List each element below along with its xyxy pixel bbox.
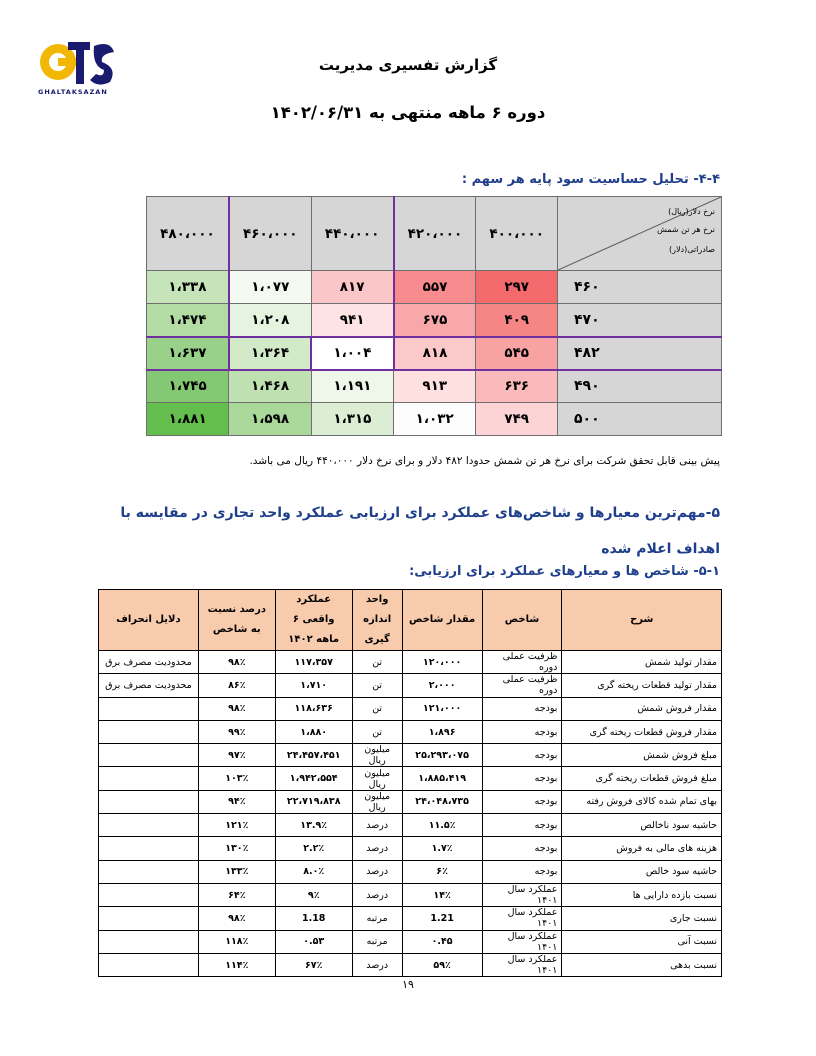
cell-value: ۱،۸۹۶ — [402, 720, 482, 743]
cell-reason: محدودیت مصرف برق — [99, 651, 199, 674]
cell-pct: ۱۰۳٪ — [198, 767, 275, 790]
performance-body — [99, 651, 722, 977]
cell-pct: ۱۲۱٪ — [198, 814, 275, 837]
cell-value: ۰.۴۵ — [402, 930, 482, 953]
sensitivity-corner-cell — [558, 197, 722, 271]
table-row — [99, 907, 722, 930]
cell-pct: ۹۴٪ — [198, 790, 275, 813]
cell-index: عملکرد سال ۱۴۰۱ — [482, 930, 562, 953]
cell-index: بودجه — [482, 837, 562, 860]
cell-unit: میلیون ریال — [352, 767, 402, 790]
cell-actual: ۲۴،۴۵۷،۴۵۱ — [275, 744, 352, 767]
sensitivity-cell: ۵۴۵ — [476, 337, 558, 370]
cell-pct: ۸۶٪ — [198, 674, 275, 697]
cell-actual: 1.18 — [275, 907, 352, 930]
cell-unit: درصد — [352, 953, 402, 976]
cell-desc: مقدار تولید شمش — [562, 651, 722, 674]
sensitivity-row — [147, 337, 722, 370]
table-row — [99, 814, 722, 837]
cell-index: عملکرد سال ۱۴۰۱ — [482, 883, 562, 906]
cell-desc: مقدار فروش قطعات ریخته گری — [562, 720, 722, 743]
cell-unit: مرتبه — [352, 907, 402, 930]
sensitivity-note: پیش بینی قابل تحقق شرکت برای نرخ هر تن شمش حدودا ۴۸۲ دلار و برای نرخ دلار ۴۴۰،۰۰۰ ریال می باشد. — [249, 455, 720, 467]
sensitivity-cell: ۷۴۹ — [476, 403, 558, 436]
cell-unit: درصد — [352, 883, 402, 906]
sensitivity-heading: ۴-۴- تحلیل حساسیت سود پایه هر سهم : — [461, 172, 720, 187]
col-header-value: مقدار شاخص — [402, 590, 482, 651]
cell-pct: ۹۸٪ — [198, 651, 275, 674]
table-row — [99, 744, 722, 767]
cell-value: 1.21 — [402, 907, 482, 930]
cell-actual: ۸.۰٪ — [275, 860, 352, 883]
table-row — [99, 697, 722, 720]
table-row — [99, 651, 722, 674]
table-row — [99, 837, 722, 860]
sensitivity-table — [146, 196, 722, 436]
cell-actual: ۱۱۸،۶۳۶ — [275, 697, 352, 720]
sensitivity-cell: ۸۱۸ — [394, 337, 476, 370]
table-row — [99, 790, 722, 813]
cell-desc: حاشیه سود خالص — [562, 860, 722, 883]
cell-reason — [99, 744, 199, 767]
cell-unit: تن — [352, 651, 402, 674]
cell-value: ۲۵،۲۹۳،۰۷۵ — [402, 744, 482, 767]
sensitivity-cell: ۶۷۵ — [394, 304, 476, 337]
section5-subheading: ۵-۱- شاخص ها و معیارهای عملکرد برای ارزیابی: — [409, 564, 720, 579]
page-number: ۱۹ — [402, 978, 414, 991]
cell-value: ۱۲۰،۰۰۰ — [402, 651, 482, 674]
sensitivity-cell: ۸۱۷ — [311, 271, 393, 304]
col-header-pct: درصد نسبت به شاخص — [198, 590, 275, 651]
cell-desc: بهای تمام شده کالای فروش رفته — [562, 790, 722, 813]
cell-index: بودجه — [482, 790, 562, 813]
col-header-unit: واحد اندازه گیری — [352, 590, 402, 651]
sensitivity-cell: ۱،۰۰۴ — [311, 337, 393, 370]
col-header-index: شاخص — [482, 590, 562, 651]
cell-unit: تن — [352, 697, 402, 720]
sensitivity-cell: ۴۰۹ — [476, 304, 558, 337]
corner-label-export: صادراتی(دلار) — [668, 245, 715, 254]
sensitivity-col-header: ۴۶۰،۰۰۰ — [229, 197, 311, 271]
sensitivity-cell: ۱،۴۷۴ — [147, 304, 229, 337]
sensitivity-cell: ۱،۶۳۷ — [147, 337, 229, 370]
sensitivity-cell: ۱،۵۹۸ — [229, 403, 311, 436]
report-title: گزارش تفسیری مدیریت — [318, 56, 498, 74]
cell-value: ۱۴٪ — [402, 883, 482, 906]
sensitivity-cell: ۱،۳۶۴ — [229, 337, 311, 370]
cell-pct: ۱۳۰٪ — [198, 837, 275, 860]
cell-index: عملکرد سال ۱۴۰۱ — [482, 953, 562, 976]
cell-actual: ۰.۵۳ — [275, 930, 352, 953]
cell-unit: میلیون ریال — [352, 790, 402, 813]
sensitivity-cell: ۱،۸۸۱ — [147, 403, 229, 436]
cell-unit: میلیون ریال — [352, 744, 402, 767]
sensitivity-cell: ۱،۰۳۲ — [394, 403, 476, 436]
cell-actual: ۱،۹۴۲،۵۵۴ — [275, 767, 352, 790]
sensitivity-cell: ۱،۰۷۷ — [229, 271, 311, 304]
sensitivity-col-header: ۴۰۰،۰۰۰ — [476, 197, 558, 271]
sensitivity-cell: ۵۵۷ — [394, 271, 476, 304]
cell-pct: ۱۱۸٪ — [198, 930, 275, 953]
cell-reason — [99, 860, 199, 883]
cell-unit: درصد — [352, 860, 402, 883]
cell-index: بودجه — [482, 744, 562, 767]
sensitivity-cell: ۹۴۱ — [311, 304, 393, 337]
performance-table — [98, 589, 722, 977]
cell-actual: ۱،۸۸۰ — [275, 720, 352, 743]
sensitivity-row — [147, 304, 722, 337]
cell-pct: ۹۹٪ — [198, 720, 275, 743]
sensitivity-row-header: ۵۰۰ — [558, 403, 722, 436]
sensitivity-cell: ۶۳۶ — [476, 370, 558, 403]
cell-unit: تن — [352, 674, 402, 697]
cell-value: ۱۱.۵٪ — [402, 814, 482, 837]
cell-reason — [99, 930, 199, 953]
table-row — [99, 860, 722, 883]
cell-actual: ۱۳.۹٪ — [275, 814, 352, 837]
cell-desc: نسبت جاری — [562, 907, 722, 930]
sensitivity-cell: ۱،۴۶۸ — [229, 370, 311, 403]
cell-reason — [99, 720, 199, 743]
cell-reason — [99, 953, 199, 976]
corner-label-dollar: نرخ دلار(ریال) — [668, 207, 715, 216]
cell-pct: ۹۸٪ — [198, 697, 275, 720]
sensitivity-col-header: ۴۸۰،۰۰۰ — [147, 197, 229, 271]
cell-unit: درصد — [352, 814, 402, 837]
cell-index: بودجه — [482, 767, 562, 790]
cell-value: ۱۲۱،۰۰۰ — [402, 697, 482, 720]
sensitivity-row-header: ۴۹۰ — [558, 370, 722, 403]
sensitivity-row — [147, 370, 722, 403]
cell-pct: ۱۱۴٪ — [198, 953, 275, 976]
cell-desc: مبلغ فروش شمش — [562, 744, 722, 767]
corner-label-rate: نرخ هر تن شمش — [657, 225, 715, 234]
cell-reason — [99, 907, 199, 930]
col-header-desc: شرح — [562, 590, 722, 651]
logo-wordmark: GHALTAKSAZAN — [38, 88, 108, 96]
cell-desc: نسبت بدهی — [562, 953, 722, 976]
sensitivity-cell: ۹۱۳ — [394, 370, 476, 403]
cell-reason — [99, 814, 199, 837]
cell-reason — [99, 697, 199, 720]
cell-index: بودجه — [482, 860, 562, 883]
cell-pct: ۱۳۳٪ — [198, 860, 275, 883]
table-row — [99, 767, 722, 790]
sensitivity-row — [147, 403, 722, 436]
cell-desc: مقدار تولید قطعات ریخته گری — [562, 674, 722, 697]
cell-value: ۱.۷٪ — [402, 837, 482, 860]
cell-desc: مبلغ فروش قطعات ریخته گری — [562, 767, 722, 790]
col-header-actual: عملکرد واقعی ۶ ماهه ۱۴۰۲ — [275, 590, 352, 651]
sensitivity-cell: ۱،۱۹۱ — [311, 370, 393, 403]
cell-actual: ۶۷٪ — [275, 953, 352, 976]
cell-reason — [99, 837, 199, 860]
table-row — [99, 930, 722, 953]
cell-actual: ۱۱۷،۳۵۷ — [275, 651, 352, 674]
cell-pct: ۹۷٪ — [198, 744, 275, 767]
table-row — [99, 674, 722, 697]
sensitivity-row-header: ۴۷۰ — [558, 304, 722, 337]
cell-actual: ۲۲،۷۱۹،۸۳۸ — [275, 790, 352, 813]
cell-pct: ۶۴٪ — [198, 883, 275, 906]
cell-index: عملکرد سال ۱۴۰۱ — [482, 907, 562, 930]
cell-index: بودجه — [482, 697, 562, 720]
cell-desc: حاشیه سود ناخالص — [562, 814, 722, 837]
cell-index: بودجه — [482, 720, 562, 743]
cell-desc: هزینه های مالی به فروش — [562, 837, 722, 860]
cell-actual: ۱،۷۱۰ — [275, 674, 352, 697]
cell-desc: مقدار فروش شمش — [562, 697, 722, 720]
cell-value: ۱،۸۸۵،۴۱۹ — [402, 767, 482, 790]
table-row — [99, 953, 722, 976]
sensitivity-row-header: ۴۶۰ — [558, 271, 722, 304]
section5-heading: ۵-مهم‌ترین معیارها و شاخص‌های عملکرد برای ارزیابی عملکرد واحد تجاری در مقایسه با اهداف اعلام شده — [120, 505, 720, 557]
cell-actual: ۹٪ — [275, 883, 352, 906]
sensitivity-col-header: ۴۴۰،۰۰۰ — [311, 197, 393, 271]
cell-desc: نسبت بازده دارایی ها — [562, 883, 722, 906]
cell-unit: درصد — [352, 837, 402, 860]
col-header-reason: دلایل انحراف — [99, 590, 199, 651]
cell-reason — [99, 767, 199, 790]
table-row — [99, 883, 722, 906]
sensitivity-col-header: ۴۲۰،۰۰۰ — [394, 197, 476, 271]
cell-desc: نسبت آنی — [562, 930, 722, 953]
cell-value: ۵۹٪ — [402, 953, 482, 976]
sensitivity-cell: ۱،۲۰۸ — [229, 304, 311, 337]
cell-reason: محدودیت مصرف برق — [99, 674, 199, 697]
report-period: دوره ۶ ماهه منتهی به ۱۴۰۲/۰۶/۳۱ — [270, 103, 546, 122]
cell-pct: ۹۸٪ — [198, 907, 275, 930]
sensitivity-cell: ۱،۳۱۵ — [311, 403, 393, 436]
cell-unit: تن — [352, 720, 402, 743]
sensitivity-cell: ۱،۷۴۵ — [147, 370, 229, 403]
sensitivity-header-row — [147, 197, 722, 271]
sensitivity-row-header: ۴۸۲ — [558, 337, 722, 370]
table-row — [99, 720, 722, 743]
cell-value: ۲۴،۰۴۸،۷۳۵ — [402, 790, 482, 813]
cell-value: ۲،۰۰۰ — [402, 674, 482, 697]
sensitivity-row — [147, 271, 722, 304]
sensitivity-cell: ۲۹۷ — [476, 271, 558, 304]
sensitivity-cell: ۱،۳۳۸ — [147, 271, 229, 304]
cell-unit: مرتبه — [352, 930, 402, 953]
cell-index: ظرفیت عملی دوره — [482, 674, 562, 697]
performance-header-row — [99, 590, 722, 651]
cell-actual: ۲.۲٪ — [275, 837, 352, 860]
cell-value: ۶٪ — [402, 860, 482, 883]
cell-index: ظرفیت عملی دوره — [482, 651, 562, 674]
cell-reason — [99, 790, 199, 813]
cell-index: بودجه — [482, 814, 562, 837]
cell-reason — [99, 883, 199, 906]
